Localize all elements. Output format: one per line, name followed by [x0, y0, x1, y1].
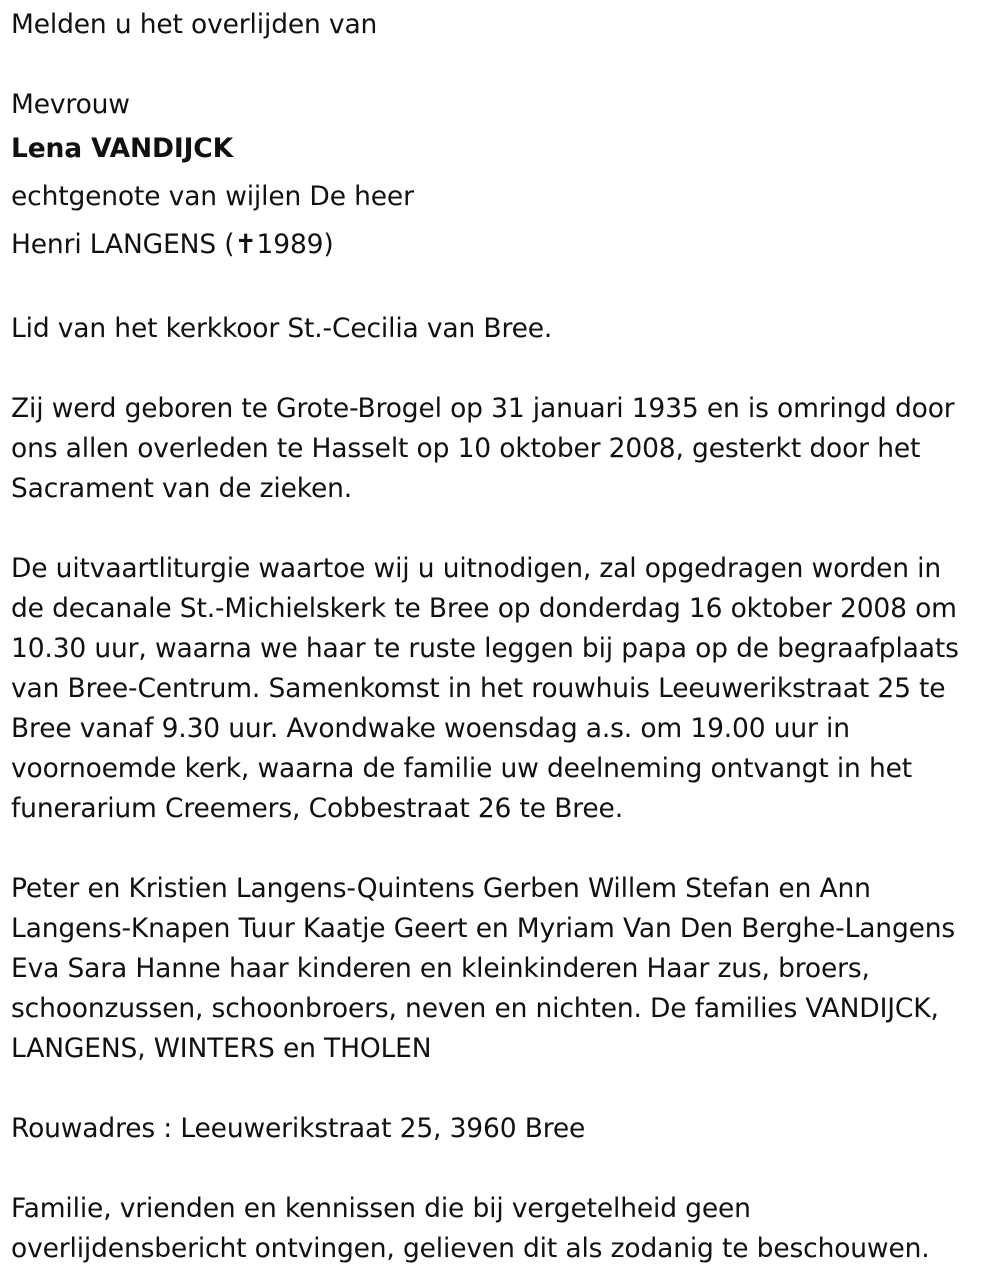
paragraph-line: van Bree-Centrum. Samenkomst in het rouwhuis Leeuwerikstraat 25 te	[11, 673, 946, 704]
spacer	[11, 45, 996, 85]
intro-text: Melden u het overlijden van	[11, 9, 378, 40]
paragraph-line: overlijdensbericht ontvingen, gelieven dit als zodanig te beschouwen.	[11, 1233, 930, 1264]
death-notice	[11, 5, 996, 1269]
paragraph-line: Bree vanaf 9.30 uur. Avondwake woensdag a.s. om 19.00 uur in	[11, 713, 850, 744]
paragraph-line: LANGENS, WINTERS en THOLEN	[11, 1033, 432, 1064]
spacer	[11, 1149, 996, 1189]
address-text: Rouwadres : Leeuwerikstraat 25, 3960 Bree	[11, 1113, 586, 1144]
spouse-line-2: Henri LANGENS (✝1989)	[11, 229, 334, 260]
paragraph-line: 10.30 uur, waarna we haar te ruste leggen bij papa op de begraafplaats	[11, 633, 959, 664]
spacer	[11, 1069, 996, 1109]
spouse-line-1: echtgenote van wijlen De heer	[11, 181, 414, 212]
membership-text: Lid van het kerkkoor St.-Cecilia van Bree.	[11, 313, 553, 344]
paragraph-line: Eva Sara Hanne haar kinderen en kleinkinderen Haar zus, broers,	[11, 953, 870, 984]
title-text: Mevrouw	[11, 89, 130, 120]
spacer	[11, 269, 996, 309]
paragraph-line: ons allen overleden te Hasselt op 10 oktober 2008, gesterkt door het	[11, 433, 921, 464]
paragraph-line: Peter en Kristien Langens-Quintens Gerben Willem Stefan en Ann	[11, 873, 871, 904]
paragraph-line: Langens-Knapen Tuur Kaatje Geert en Myriam Van Den Berghe-Langens	[11, 913, 956, 944]
birth-death-paragraph	[11, 389, 996, 509]
spacer	[11, 349, 996, 389]
paragraph-line: Sacrament van de zieken.	[11, 473, 353, 504]
paragraph-line: schoonzussen, schoonbroers, neven en nichten. De families VANDIJCK,	[11, 993, 939, 1024]
paragraph-line: Familie, vrienden en kennissen die bij vergetelheid geen	[11, 1193, 751, 1224]
spacer	[11, 509, 996, 549]
spacer	[11, 829, 996, 869]
closing-paragraph	[11, 1189, 996, 1269]
paragraph-line: Zij werd geboren te Grote-Brogel op 31 januari 1935 en is omringd door	[11, 393, 955, 424]
funeral-paragraph	[11, 549, 996, 829]
deceased-name: Lena VANDIJCK	[11, 133, 233, 164]
paragraph-line: voornoemde kerk, waarna de familie uw deelneming ontvangt in het	[11, 753, 913, 784]
paragraph-line: De uitvaartliturgie waartoe wij u uitnodigen, zal opgedragen worden in	[11, 553, 942, 584]
paragraph-line: funerarium Creemers, Cobbestraat 26 te Bree.	[11, 793, 623, 824]
family-paragraph	[11, 869, 996, 1069]
paragraph-line: de decanale St.-Michielskerk te Bree op donderdag 16 oktober 2008 om	[11, 593, 957, 624]
